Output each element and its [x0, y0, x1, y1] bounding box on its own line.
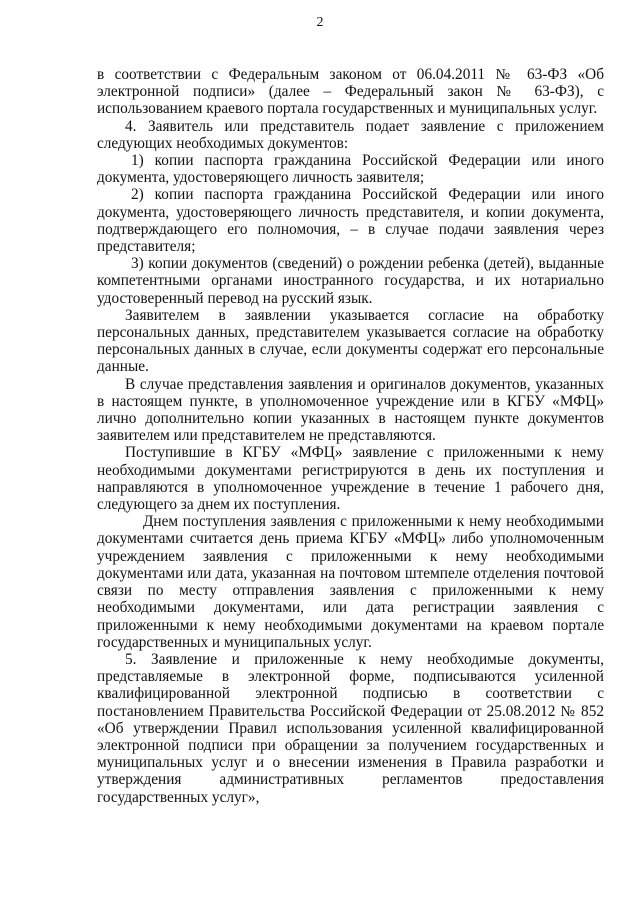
paragraph-receipt-day: Днем поступления заявления с приложенными к нему необходимыми документами считается день приема КГБУ «МФЦ» либо уполномоченным учреждением заявления с приложенными к нему необходимыми документами или дата, указанная на почтовом штемпеле отделения почтовой связи по месту отправления заявления с приложенными к нему необходимыми документами, или дата регистрации заявления с приложенными к нему необходимыми документами на краевом портале государственных и муниципальных услуг.: [97, 513, 604, 651]
paragraph-originals: В случае представления заявления и оригиналов документов, указанных в настоящем пункте, в уполномоченное учреждение или в КГБУ «МФЦ» лично дополнительно копии указанных в настоящем пункте документов заявителем или представителем не представляются.: [97, 375, 604, 445]
paragraph-registration: Поступившие в КГБУ «МФЦ» заявление с приложенными к нему необходимыми документами регистрируются в день их поступления и направляются в уполномоченное учреждение в течение 1 рабочего дня, следующего за днем их поступления.: [97, 444, 604, 514]
paragraph-item-1: 1) копии паспорта гражданина Российской Федерации или иного документа, удостоверяющего личность заявителя;: [97, 152, 604, 187]
paragraph-item-3: 3) копии документов (сведений) о рождении ребенка (детей), выданные компетентными органами иностранного государства, и их нотариально удостоверенный перевод на русский язык.: [97, 255, 604, 307]
paragraph-continuation: в соответствии с Федеральным законом от 06.04.2011 № 63-ФЗ «Об электронной подписи» (далее – Федеральный закон № 63-ФЗ), с использованием краевого портала государственных и муниципальных услуг.: [97, 66, 604, 118]
paragraph-clause-5: 5. Заявление и приложенные к нему необходимые документы, представляемые в электронной форме, подписываются усиленной квалифицированной электронной подписью в соответствии с постановлением Правительства Российской Федерации от 25.08.2012 № 852 «Об утверждении Правил использования усиленной квалифицированной электронной подписи при обращении за получением государственных и муниципальных услуг и о внесении изменения в Правила разработки и утверждения административных регламентов предоставления государственных услуг»,: [97, 650, 604, 806]
page-number: 2: [316, 15, 324, 30]
paragraph-clause-4: 4. Заявитель или представитель подает заявление с приложением следующих необходимых документов:: [97, 117, 604, 152]
document-body: [97, 66, 604, 806]
paragraph-consent: Заявителем в заявлении указывается согласие на обработку персональных данных, представителем указывается согласие на обработку персональных данных в случае, если документы содержат его персональные данные.: [97, 306, 604, 376]
paragraph-item-2: 2) копии паспорта гражданина Российской Федерации или иного документа, удостоверяющего личность представителя, и копии документа, подтверждающего его полномочия, – в случае подачи заявления через представителя;: [97, 186, 604, 256]
